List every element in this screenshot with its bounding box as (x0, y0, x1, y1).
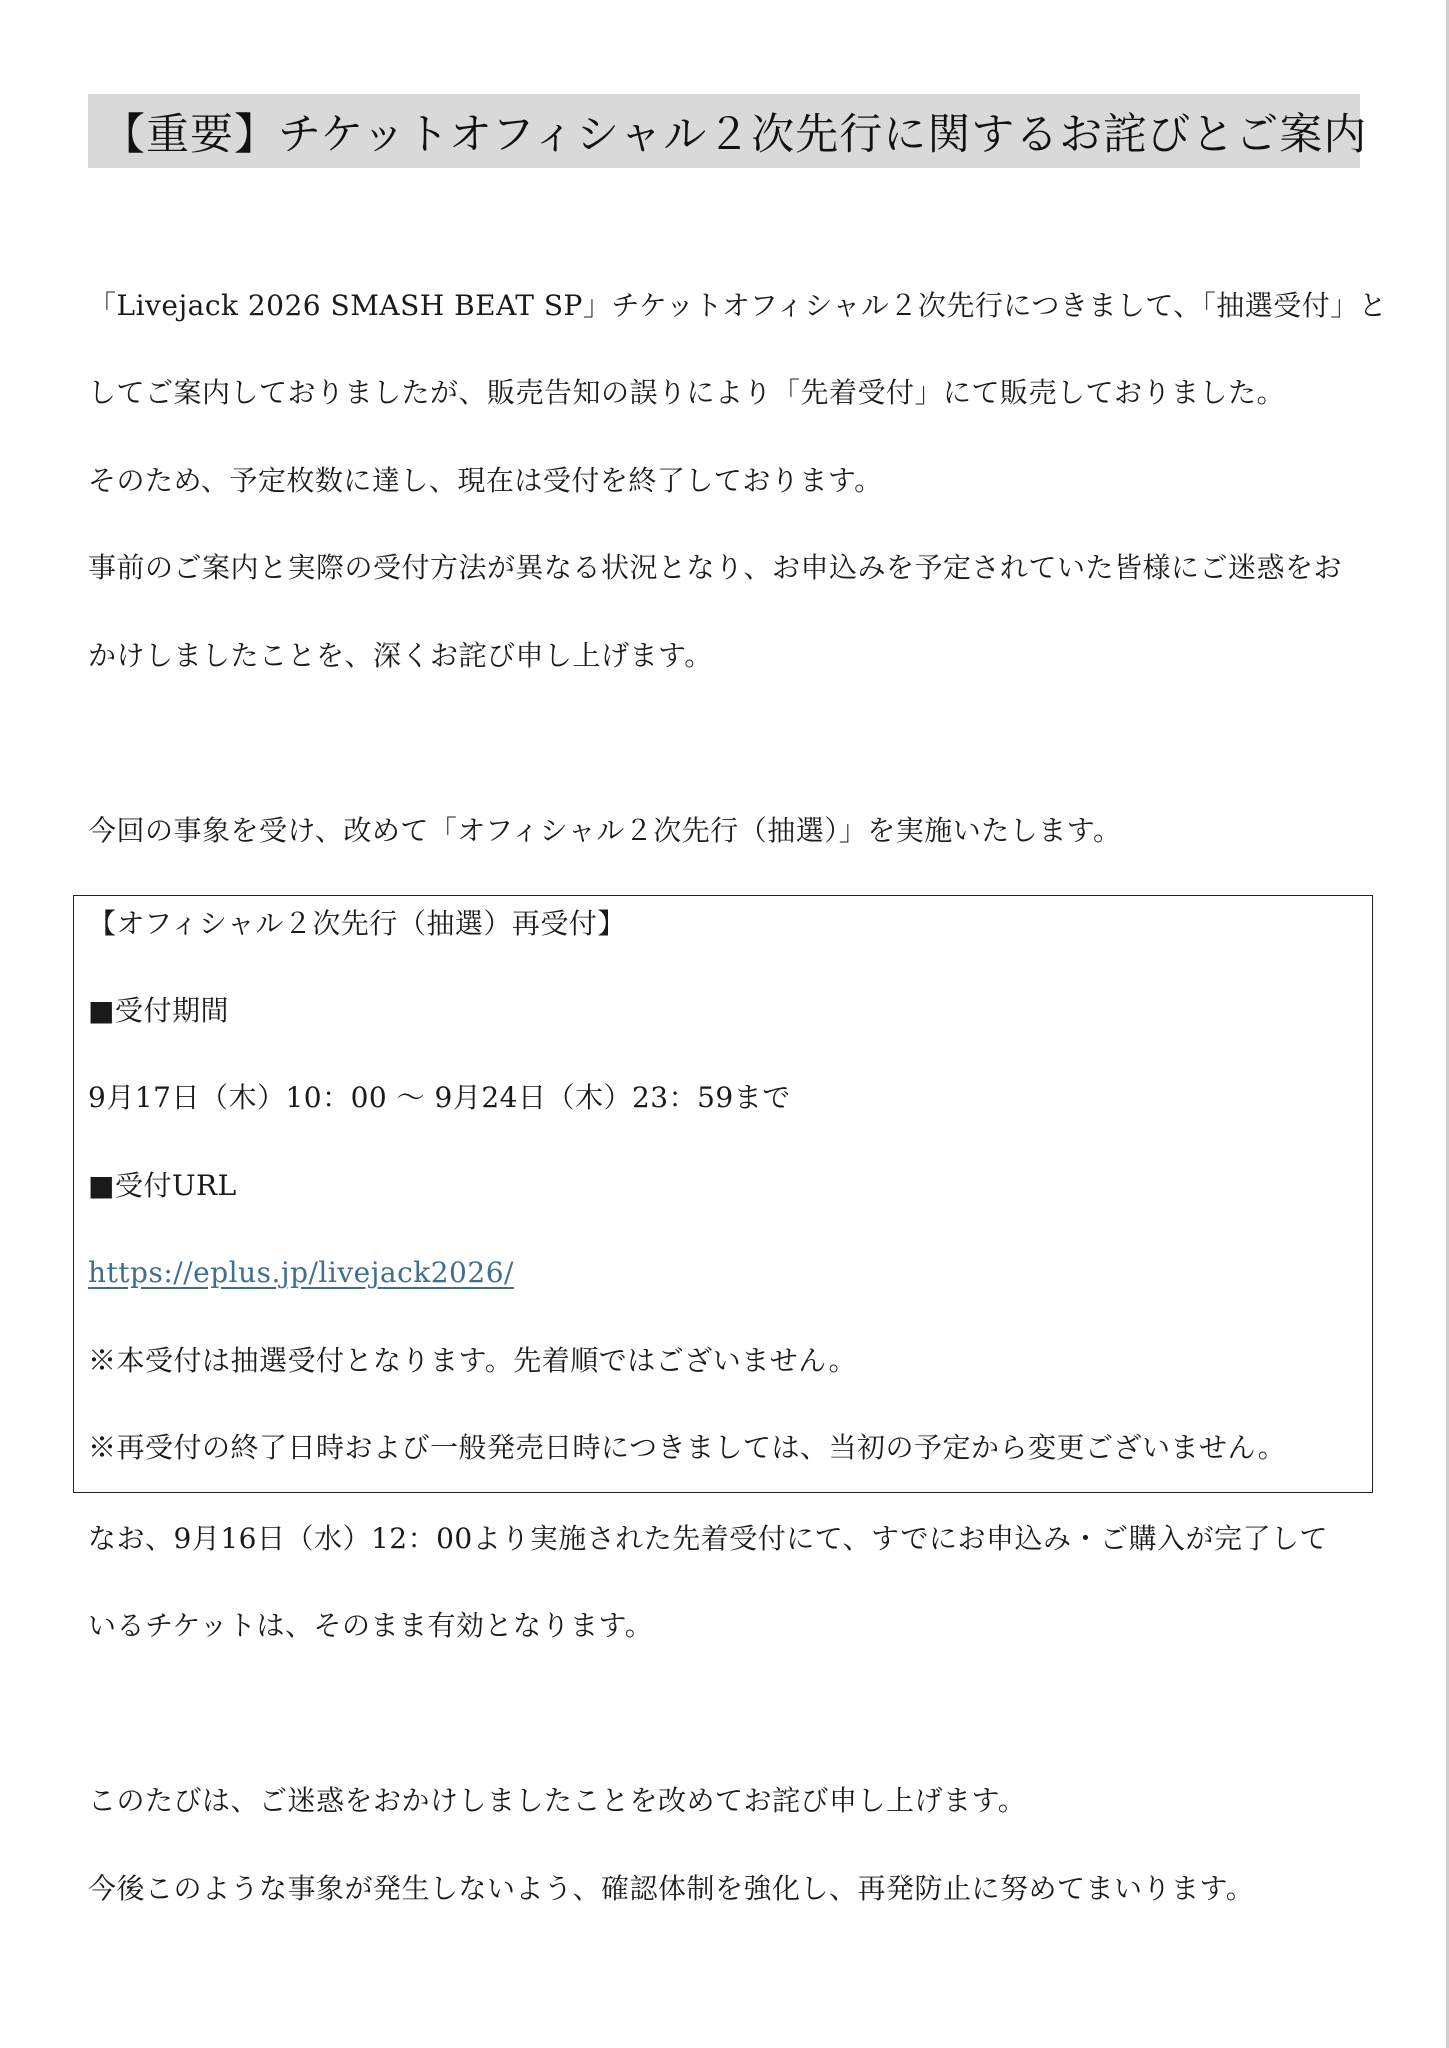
after-line-2: いるチケットは、そのまま有効となります。 (88, 1609, 654, 1642)
page-title: 【重要】チケットオフィシャル２次先行に関するお詫びとご案内 (102, 109, 1368, 160)
announce-line: 今回の事象を受け、改めて「オフィシャル２次先行（抽選）」を実施いたします。 (88, 814, 1122, 847)
intro-line-1: 「Livejack 2026 SMASH BEAT SP」チケットオフィシャル２次先行につきまして、「抽選受付」と (88, 289, 1388, 322)
title-banner (88, 94, 1368, 168)
entry-url-link[interactable]: https://eplus.jp/livejack2026/ (88, 1256, 514, 1289)
schedule-note: ※再受付の終了日時および一般発売日時につきましては、当初の予定から変更ございません。 (88, 1431, 1287, 1464)
lottery-note: ※本受付は抽選受付となります。先着順ではございません。 (88, 1344, 857, 1377)
intro-line-4: 事前のご案内と実際の受付方法が異なる状況となり、お申込みを予定されていた皆様にご迷惑をお (88, 551, 1343, 584)
after-line-1: なお、9月16日（水）12：00より実施された先着受付にて、すでにお申込み・ご購入が完了して (88, 1522, 1328, 1555)
intro-line-5: かけしましたことを、深くお詫び申し上げます。 (88, 639, 713, 672)
closing-line-1: このたびは、ご迷惑をおかけしましたことを改めてお詫び申し上げます。 (88, 1784, 1027, 1817)
intro-line-3: そのため、予定枚数に達し、現在は受付を終了しております。 (88, 464, 883, 497)
re-entry-notice-box (73, 895, 1373, 1493)
closing-line-2: 今後このような事象が発生しないよう、確認体制を強化し、再発防止に努めてまいります。 (88, 1872, 1255, 1905)
box-heading: 【オフィシャル２次先行（抽選）再受付】 (88, 907, 626, 940)
period-label: ■受付期間 (88, 994, 229, 1027)
intro-line-2: してご案内しておりましたが、販売告知の誤りにより「先着受付」にて販売しておりました。 (88, 376, 1286, 409)
period-value: 9月17日（木）10：00 〜 9月24日（木）23：59まで (88, 1081, 791, 1114)
url-label: ■受付URL (88, 1169, 237, 1202)
